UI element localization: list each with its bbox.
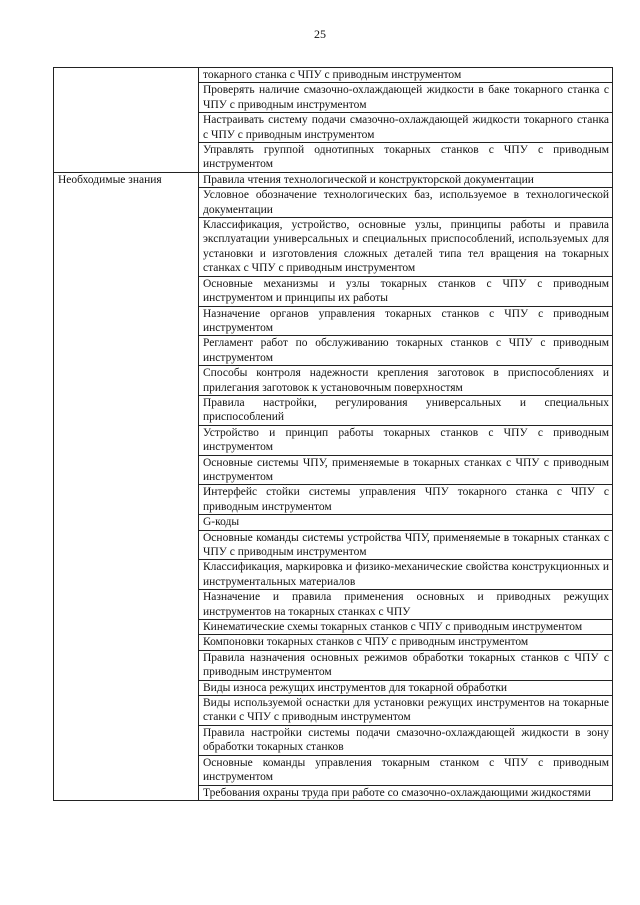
knowledge-item: Виды используемой оснастки для установки режущих инструментов на токарные станки с ЧПУ с приводным инструментом xyxy=(199,696,613,726)
knowledge-item: Назначение органов управления токарных станков с ЧПУ с приводным инструментом xyxy=(199,306,613,336)
knowledge-item: Регламент работ по обслуживанию токарных станков с ЧПУ с приводным инструментом xyxy=(199,336,613,366)
knowledge-item: Компоновки токарных станков с ЧПУ с приводным инструментом xyxy=(199,635,613,650)
knowledge-item: Требования охраны труда при работе со смазочно-охлаждающими жидкостями xyxy=(199,785,613,800)
continued-label-cell xyxy=(54,68,199,173)
knowledge-label: Необходимые знания xyxy=(54,172,199,800)
knowledge-item: Классификация, маркировка и физико-механические свойства конструкционных и инструментальных материалов xyxy=(199,560,613,590)
knowledge-item: Назначение и правила применения основных и приводных режущих инструментов на токарных станках с ЧПУ xyxy=(199,590,613,620)
page-number: 25 xyxy=(314,27,326,41)
knowledge-item: Правила назначения основных режимов обработки токарных станков с ЧПУ с приводным инструментом xyxy=(199,650,613,680)
knowledge-item: Основные команды управления токарным станком с ЧПУ с приводным инструментом xyxy=(199,755,613,785)
knowledge-item: Основные механизмы и узлы токарных станков с ЧПУ с приводным инструментом и принципы их работы xyxy=(199,276,613,306)
knowledge-item: Классификация, устройство, основные узлы, принципы работы и правила эксплуатации универсальных и специальных приспособлений, используемых для установки и изготовления сложных деталей типа тел вращения на токарных станках с ЧПУ с приводным инструментом xyxy=(199,218,613,277)
continued-item: токарного станка с ЧПУ с приводным инструментом xyxy=(199,68,613,83)
continued-item: Настраивать систему подачи смазочно-охлаждающей жидкости токарного станка с ЧПУ с приводным инструментом xyxy=(199,113,613,143)
continued-item: Проверять наличие смазочно-охлаждающей жидкости в баке токарного станка с ЧПУ с приводным инструментом xyxy=(199,83,613,113)
knowledge-item: Основные команды системы устройства ЧПУ, применяемые в токарных станках с ЧПУ с приводным инструментом xyxy=(199,530,613,560)
continued-item: Управлять группой однотипных токарных станков с ЧПУ с приводным инструментом xyxy=(199,143,613,173)
knowledge-item: Правила чтения технологической и конструкторской документации xyxy=(199,172,613,187)
knowledge-item: Интерфейс стойки системы управления ЧПУ токарного станка с ЧПУ с приводным инструментом xyxy=(199,485,613,515)
knowledge-item: Устройство и принцип работы токарных станков с ЧПУ с приводным инструментом xyxy=(199,425,613,455)
knowledge-item: Кинематические схемы токарных станков с ЧПУ с приводным инструментом xyxy=(199,620,613,635)
knowledge-item: Правила настройки системы подачи смазочно-охлаждающей жидкости в зону обработки токарных станков xyxy=(199,725,613,755)
knowledge-item: Способы контроля надежности крепления заготовок в приспособлениях и прилегания заготовок к установочным поверхностям xyxy=(199,366,613,396)
competency-table xyxy=(53,67,613,801)
knowledge-item: Основные системы ЧПУ, применяемые в токарных станках с ЧПУ с приводным инструментом xyxy=(199,455,613,485)
knowledge-item: Правила настройки, регулирования универсальных и специальных приспособлений xyxy=(199,395,613,425)
knowledge-item: Условное обозначение технологических баз, используемое в технологической документации xyxy=(199,188,613,218)
table-row xyxy=(54,172,613,187)
knowledge-item: Виды износа режущих инструментов для токарной обработки xyxy=(199,680,613,695)
knowledge-item: G-коды xyxy=(199,515,613,530)
table-row xyxy=(54,68,613,83)
